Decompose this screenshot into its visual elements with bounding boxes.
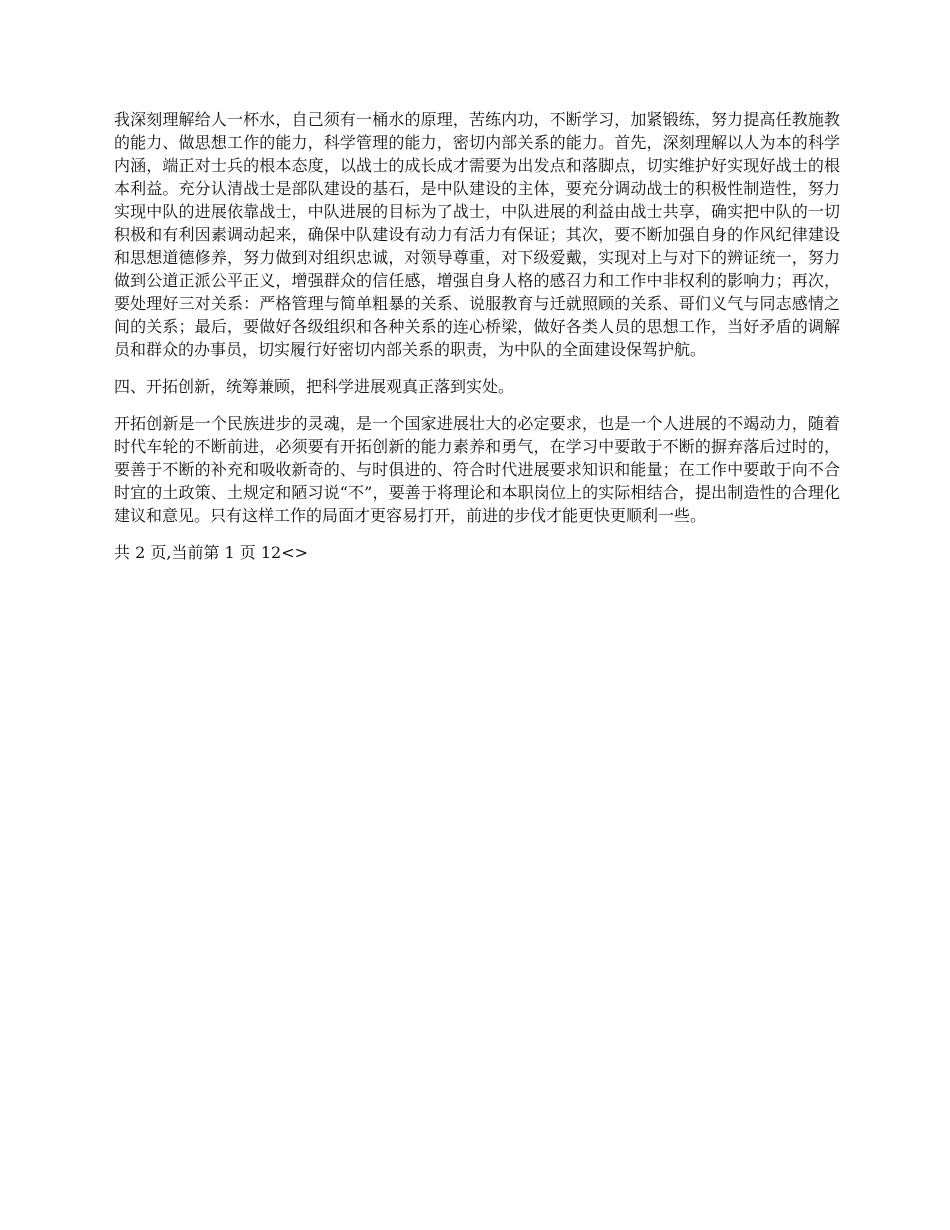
- section-heading-innovation: 四、开拓创新，统筹兼顾，把科学进展观真正落到实处。: [114, 377, 515, 396]
- paragraph-work-ability: 我深刻理解给人一杯水，自己须有一桶水的原理，苦练内功，不断学习，加紧锻练，努力提高任教施教的能力、做思想工作的能力，科学管理的能力，密切内部关系的能力。首先，深刻理解以人为本的科学内涵，端正对士兵的根本态度，以战士的成长成才需要为出发点和落脚点，切实维护好实现好战士的根本利益。充分认清战士是部队建设的基石，是中队建设的主体，要充分调动战士的积极性制造性，努力实现中队的进展依靠战士，中队进展的目标为了战士，中队进展的利益由战士共享，确实把中队的一切积极和有利因素调动起来，确保中队建设有动力有活力有保证；其次，要不断加强自身的作风纪律建设和思想道德修养，努力做到对组织忠诚，对领导尊重，对下级爱戴，实现对上与对下的辨证统一，努力做到公道正派公平正义，增强群众的信任感，增强自身人格的感召力和工作中非权利的影响力；再次，要处理好三对关系：严格管理与简单粗暴的关系、说服教育与迁就照顾的关系、哥们义气与同志感情之间的关系；最后，要做好各级组织和各种关系的连心桥梁，做好各类人员的思想工作，当好矛盾的调解员和群众的办事员，切实履行好密切内部关系的职责，为中队的全面建设保驾护航。: [114, 110, 840, 359]
- paragraph-innovation: 开拓创新是一个民族进步的灵魂，是一个国家进展壮大的必定要求，也是一个人进展的不竭动力，随着时代车轮的不断前进，必须要有开拓创新的能力素养和勇气，在学习中要敢于不断的摒弃落后过时的，要善于不断的补充和吸收新奇的、与时俱进的、符合时代进展要求知识和能量；在工作中要敢于向不合时宜的土政策、土规定和陋习说“不”，要善于将理论和本职岗位上的实际相结合，提出制造性的合理化建议和意见。只有这样工作的局面才更容易打开，前进的步伐才能更快更顺利一些。: [114, 414, 840, 525]
- pagination-text[interactable]: 共 2 页,当前第 1 页 12<>: [114, 543, 309, 562]
- document-body: [114, 108, 840, 564]
